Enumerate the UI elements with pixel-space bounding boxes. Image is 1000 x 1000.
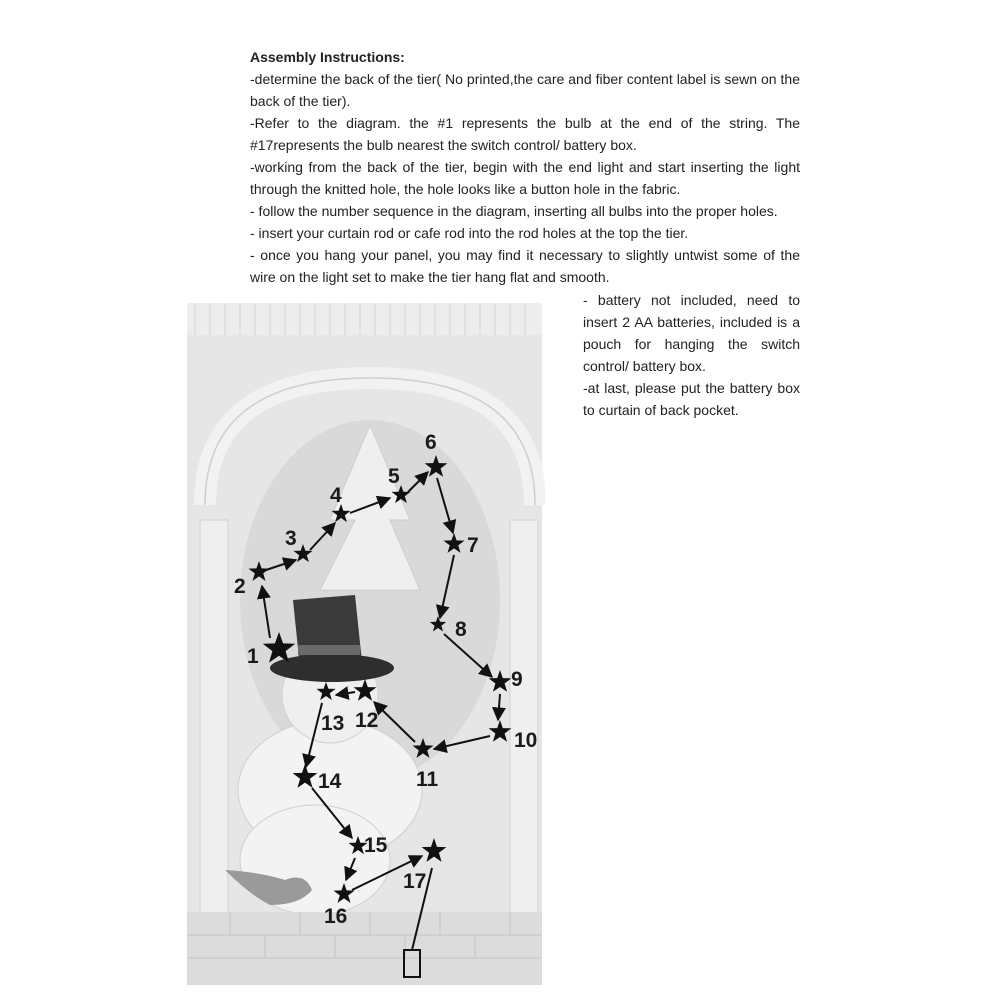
instruction-step: - insert your curtain rod or cafe rod into the rod holes at the top the tier. bbox=[250, 225, 689, 241]
curtain-panel bbox=[187, 303, 542, 985]
bulb-label: 8 bbox=[455, 618, 467, 641]
bulb-label: 12 bbox=[355, 709, 379, 732]
curtain-bulb-diagram bbox=[185, 300, 545, 990]
instruction-step: -Refer to the diagram. the #1 represents the bulb at the end of the string. The #17represents the bulb nearest the switch control/ battery box. bbox=[250, 115, 800, 153]
instruction-step: - once you hang your panel, you may find it necessary to slightly untwist some of the wire on the light set to make the tier hang flat and smooth. bbox=[250, 247, 800, 285]
bulb-label: 10 bbox=[514, 729, 538, 752]
bulb-label: 2 bbox=[234, 575, 246, 598]
bulb-label: 13 bbox=[321, 712, 345, 735]
bulb-label: 9 bbox=[511, 668, 523, 691]
bulb-label: 4 bbox=[330, 484, 342, 507]
bulb-label: 14 bbox=[318, 770, 342, 793]
bulb-label: 7 bbox=[467, 534, 479, 557]
bulb-label: 1 bbox=[247, 645, 259, 668]
instruction-step: -determine the back of the tier( No printed,the care and fiber content label is sewn on the back of the tier). bbox=[250, 71, 800, 109]
battery-note: - battery not included, need to insert 2 AA batteries, included is a pouch for hanging the switch control/ battery box. bbox=[583, 292, 800, 374]
bulb-label: 5 bbox=[388, 465, 400, 488]
battery-note: -at last, please put the battery box to curtain of back pocket. bbox=[583, 380, 800, 418]
instructions-title: Assembly Instructions: bbox=[250, 49, 405, 65]
bulb-label: 6 bbox=[425, 431, 437, 454]
instruction-step: -working from the back of the tier, begin with the end light and start inserting the light through the knitted hole, the hole looks like a button hole in the fabric. bbox=[250, 159, 800, 197]
bulb-label: 16 bbox=[324, 905, 348, 928]
bulb-label: 15 bbox=[364, 834, 388, 857]
assembly-instructions bbox=[250, 46, 800, 288]
instruction-step: - follow the number sequence in the diagram, inserting all bulbs into the proper holes. bbox=[250, 203, 778, 219]
bulb-label: 3 bbox=[285, 527, 297, 550]
bulb-label: 11 bbox=[416, 768, 439, 791]
bulb-label: 17 bbox=[403, 870, 427, 893]
battery-notes bbox=[583, 289, 800, 421]
